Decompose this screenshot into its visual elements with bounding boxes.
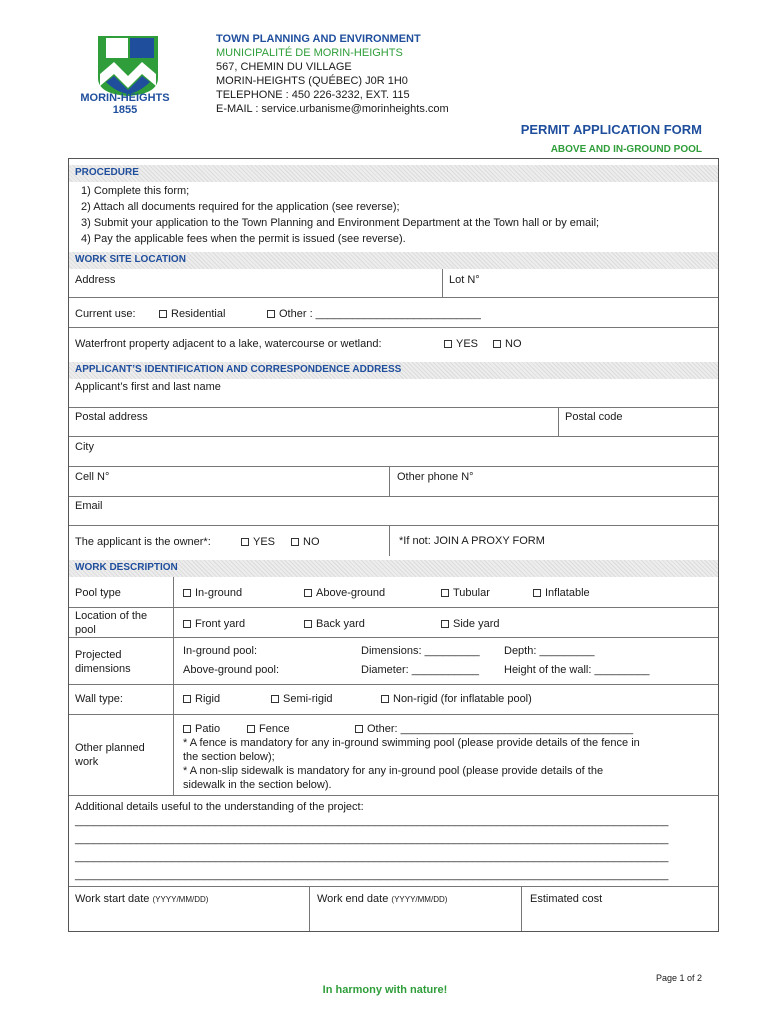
waterfront-yes[interactable]: YES [444,337,478,351]
department: TOWN PLANNING AND ENVIRONMENT [216,33,421,45]
procedure-step-1: 1) Complete this form; [81,185,190,197]
checkbox-icon[interactable] [355,725,363,733]
owner-label: The applicant is the owner*: [75,536,211,548]
municipality: MUNICIPALITÉ DE MORIN-HEIGHTS [216,47,403,59]
procedure-step-2: 2) Attach all documents required for the application (see reverse); [81,201,400,213]
fence-note-2: the section below); [183,751,275,763]
city-row[interactable] [69,437,718,467]
section-work-site-header: WORK SITE LOCATION [69,252,718,269]
other-phone-label: Other phone N° [397,471,474,483]
waterfront-no[interactable]: NO [493,337,522,351]
additional-details-row[interactable] [69,796,718,887]
dates-row [69,887,718,931]
back-yard-option[interactable]: Back yard [304,617,365,631]
fence-option[interactable]: Fence [247,722,290,736]
section-procedure-header: PROCEDURE [69,165,718,182]
dimensions-field[interactable]: Dimensions: _________ [361,645,480,657]
other-work-option[interactable]: Other: ______________________________________ [355,722,633,736]
patio-option[interactable]: Patio [183,722,220,736]
checkbox-icon[interactable] [304,589,312,597]
procedure-step-3: 3) Submit your application to the Town Planning and Environment Department at the Town hall or by email; [81,217,600,229]
form-subtitle: ABOVE AND IN-GROUND POOL [550,144,702,155]
checkbox-icon[interactable] [533,589,541,597]
other-work-row [69,715,718,796]
wall-type-row [69,685,718,715]
in-ground-pool-label: In-ground pool: [183,645,257,657]
other-use-option[interactable]: Other : ___________________________ [267,307,481,321]
checkbox-icon[interactable] [183,620,191,628]
cell-label: Cell N° [75,471,110,483]
procedure-steps [81,183,599,247]
fence-note-1: * A fence is mandatory for any in-ground swimming pool (please provide details of the fence in [183,737,640,749]
semi-rigid-option[interactable]: Semi-rigid [271,692,333,706]
address-line-2: MORIN-HEIGHTS (QUÉBEC) J0R 1H0 [216,75,408,87]
lot-label: Lot N° [449,274,480,286]
owner-yes[interactable]: YES [241,535,275,549]
footer-motto: In harmony with nature! [322,984,448,996]
tubular-option[interactable]: Tubular [441,586,490,600]
wall-type-label: Wall type: [75,693,123,705]
checkbox-icon[interactable] [159,310,167,318]
waterfront-label: Waterfront property adjacent to a lake, watercourse or wetland: [75,338,382,350]
procedure-step-4: 4) Pay the applicable fees when the permit is issued (see reverse). [81,233,406,245]
non-rigid-option[interactable]: Non-rigid (for inflatable pool) [381,692,532,706]
front-yard-option[interactable]: Front yard [183,617,245,631]
depth-field[interactable]: Depth: _________ [504,645,595,657]
checkbox-icon[interactable] [267,310,275,318]
location-label-1: Location of the [75,610,148,622]
header-address [216,32,449,116]
location-row [69,608,718,638]
pool-type-row [69,577,718,608]
owner-no[interactable]: NO [291,535,320,549]
city-label: City [75,441,94,453]
checkbox-icon[interactable] [304,620,312,628]
checkbox-icon[interactable] [381,695,389,703]
diameter-field[interactable]: Diameter: ___________ [361,664,480,676]
checkbox-icon[interactable] [291,538,299,546]
projected-label-1: Projected [75,649,122,661]
estimated-cost-field[interactable]: Estimated cost [530,893,603,905]
inflatable-option[interactable]: Inflatable [533,586,590,600]
checkbox-icon[interactable] [441,620,449,628]
proxy-note: *If not: JOIN A PROXY FORM [399,535,545,547]
details-line-4[interactable]: _________________________________________________________________________________________________ [75,869,669,881]
current-use-row [69,298,718,328]
rigid-option[interactable]: Rigid [183,692,220,706]
email-row[interactable] [69,497,718,526]
details-line-2[interactable]: _________________________________________________________________________________________________ [75,833,669,845]
checkbox-icon[interactable] [271,695,279,703]
page-number: Page 1 of 2 [655,973,702,983]
email[interactable]: E-MAIL : service.urbanisme@morinheights.com [216,103,449,115]
form-title: PERMIT APPLICATION FORM [520,122,702,137]
start-date-field[interactable]: Work start date (YYYY/MM/DD) [75,893,209,905]
postal-address-label: Postal address [75,411,148,423]
other-work-label-1: Other planned [75,742,145,754]
waterfront-row [69,328,718,355]
checkbox-icon[interactable] [183,695,191,703]
end-date-field[interactable]: Work end date (YYYY/MM/DD) [317,893,448,905]
pool-type-label: Pool type [75,587,121,599]
owner-row [69,526,718,556]
checkbox-icon[interactable] [241,538,249,546]
residential-option[interactable]: Residential [159,307,225,321]
wall-height-field[interactable]: Height of the wall: _________ [504,664,650,676]
checkbox-icon[interactable] [247,725,255,733]
applicant-name-label: Applicant’s first and last name [75,381,221,393]
checkbox-icon[interactable] [183,589,191,597]
side-yard-option[interactable]: Side yard [441,617,499,631]
address-row[interactable] [69,269,718,298]
additional-details-label: Additional details useful to the understanding of the project: [75,801,364,813]
sidewalk-note-1: * A non-slip sidewalk is mandatory for any in-ground pool (please provide details of the [183,765,604,777]
logo-wordmark: MORIN-HEIGHTS 1855 [80,92,170,116]
dimensions-row [69,638,718,685]
applicant-name-row[interactable] [69,379,718,408]
checkbox-icon[interactable] [183,725,191,733]
section-work-description-header: WORK DESCRIPTION [69,560,718,577]
current-use-label: Current use: [75,308,136,320]
address-label: Address [75,274,116,286]
other-work-label-2: work [75,756,99,768]
projected-label-2: dimensions [75,663,131,675]
checkbox-icon[interactable] [441,589,449,597]
phone-row[interactable] [69,467,718,497]
form-frame [68,158,719,932]
checkbox-icon[interactable] [444,340,452,348]
postal-code-label: Postal code [565,411,623,423]
details-line-1[interactable]: _________________________________________________________________________________________________ [75,815,669,827]
checkbox-icon[interactable] [493,340,501,348]
phone: TELEPHONE : 450 226-3232, EXT. 115 [216,89,410,101]
above-ground-pool-label: Above-ground pool: [183,664,280,676]
address-line-1: 567, CHEMIN DU VILLAGE [216,61,352,73]
sidewalk-note-2: sidewalk in the section below). [183,779,332,791]
details-line-3[interactable]: _________________________________________________________________________________________________ [75,851,669,863]
postal-address-row[interactable] [69,408,718,437]
location-label-2: pool [75,624,96,636]
email-label: Email [75,500,103,512]
above-ground-option[interactable]: Above-ground [304,586,385,600]
section-applicant-header: APPLICANT’S IDENTIFICATION AND CORRESPONDENCE ADDRESS [69,362,718,379]
in-ground-option[interactable]: In-ground [183,586,242,600]
